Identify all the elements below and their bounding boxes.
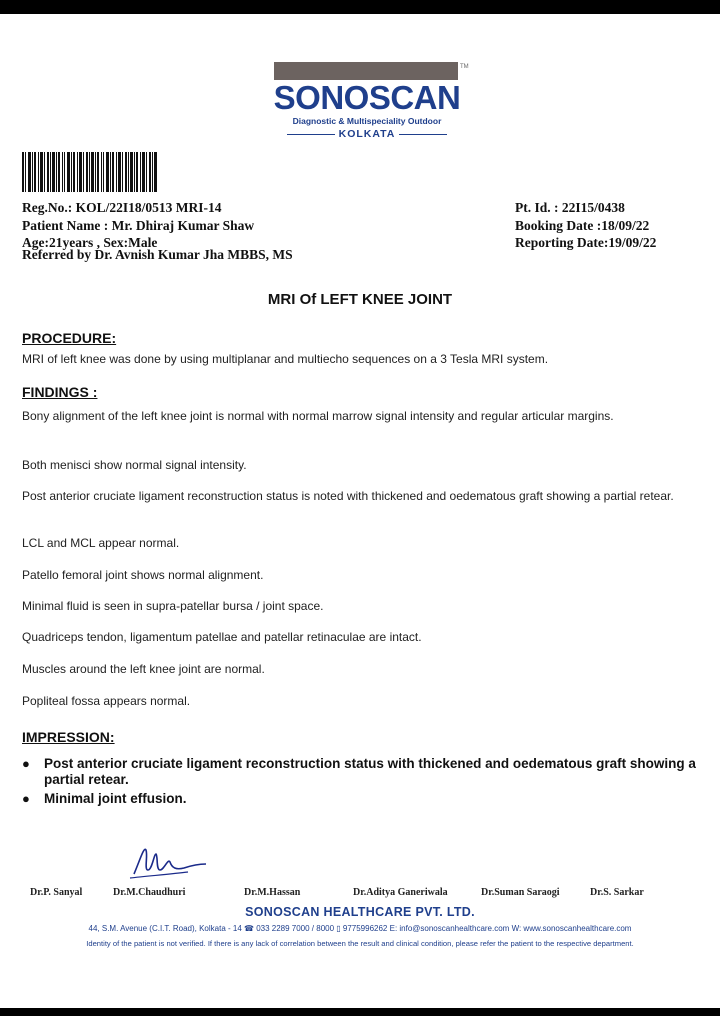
patient-age-sex: Age:21years , Sex:Male: [22, 235, 158, 250]
finding-item: LCL and MCL appear normal.: [22, 536, 180, 550]
brand-logo: SONOSCAN: [273, 79, 461, 116]
signature-icon: [128, 840, 208, 882]
logo-bar: [274, 62, 458, 80]
bullet-icon: ●: [22, 791, 30, 806]
procedure-text: MRI of left knee was done by using multiplanar and multiecho sequences on a 3 Tesla MRI system.: [22, 352, 549, 366]
disclaimer: Identity of the patient is not verified. If there is any lack of correlation between the result and clinical condition, please refer the patient to the respective department.: [86, 939, 634, 948]
findings-heading: FINDINGS :: [22, 384, 98, 400]
reg-number: Reg.No.: KOL/22I18/0513 MRI-14: [22, 200, 222, 215]
finding-item: Popliteal fossa appears normal.: [22, 694, 191, 708]
procedure-heading: PROCEDURE:: [22, 330, 117, 346]
barcode-icon: [22, 152, 158, 192]
doctor-name: Dr.P. Sanyal: [30, 887, 83, 898]
report-title: MRI Of LEFT KNEE JOINT: [267, 291, 453, 308]
booking-date: Booking Date :18/09/22: [515, 218, 650, 233]
finding-item: Minimal fluid is seen in supra-patellar bursa / joint space.: [22, 599, 324, 613]
brand-city-text: KOLKATA: [338, 128, 396, 140]
finding-item: Post anterior cruciate ligament reconstruction status is noted with thickened and oedematous graft showing a partial retear.: [22, 489, 674, 503]
doctor-name: Dr.Suman Saraogi: [481, 887, 560, 898]
finding-item: Bony alignment of the left knee joint is normal with normal marrow signal intensity and regular articular margins.: [22, 409, 614, 423]
finding-item: Quadriceps tendon, ligamentum patellae and patellar retinaculae are intact.: [22, 630, 422, 644]
doctor-name: Dr.M.Chaudhuri: [113, 887, 186, 898]
patient-name: Patient Name : Mr. Dhiraj Kumar Shaw: [22, 218, 255, 233]
impression-text: Minimal joint effusion.: [44, 791, 187, 806]
bullet-icon: ●: [22, 756, 30, 771]
reporting-date: Reporting Date:19/09/22: [515, 235, 657, 250]
brand-subtitle: Diagnostic & Multispeciality Outdoor: [292, 116, 442, 126]
company-name: SONOSCAN HEALTHCARE PVT. LTD.: [245, 905, 475, 919]
doctor-name: Dr.M.Hassan: [244, 887, 301, 898]
finding-item: Both menisci show normal signal intensity.: [22, 458, 247, 472]
referred-by-text: Referred by Dr. Avnish Kumar Jha MBBS, MS: [22, 247, 293, 262]
finding-item: Muscles around the left knee joint are normal.: [22, 662, 265, 676]
referred-by-line: [22, 247, 334, 262]
report-page: [0, 14, 720, 1008]
impression-text: Post anterior cruciate ligament reconstruction status with thickened and oedematous graft showing a partial retear.: [44, 756, 696, 787]
brand-city: [270, 128, 464, 140]
finding-item: Patello femoral joint shows normal alignment.: [22, 568, 264, 582]
patient-id: Pt. Id. : 22I15/0438: [515, 200, 625, 215]
impression-heading: IMPRESSION:: [22, 729, 115, 745]
trademark-mark: TM: [460, 64, 469, 70]
doctor-name: Dr.Aditya Ganeriwala: [353, 887, 448, 898]
doctor-name: Dr.S. Sarkar: [590, 887, 644, 898]
company-address: 44, S.M. Avenue (C.I.T. Road), Kolkata - 14 ☎ 033 2289 7000 / 8000 ▯ 9775996262 E: info@sonoscanhealthcare.com W: www.sonoscanhealthcare.com: [88, 924, 632, 933]
